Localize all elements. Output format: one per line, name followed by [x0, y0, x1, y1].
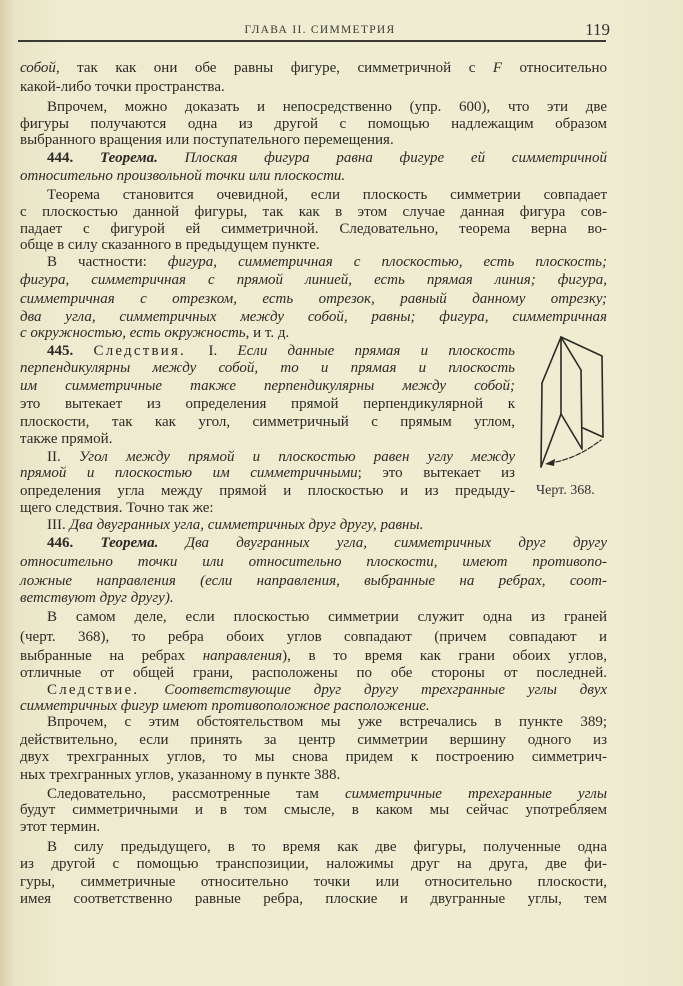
- text-run: плоскости, так как угол, симметричный с прямым углом,: [20, 414, 515, 430]
- text-line: [20, 430, 515, 448]
- text-run: фигуры получаются одна из другой с помощью надлежащим образом: [20, 116, 607, 132]
- text-run: относительно: [502, 60, 607, 76]
- text-run: относительно точки или относительно плоскости, имеют противопо-: [20, 554, 607, 570]
- text-run: также прямой.: [20, 431, 113, 447]
- text-run: выбранного вращения или поступательного перемещения.: [20, 132, 394, 148]
- text-run: относительно произвольной точки или плоскости.: [20, 168, 346, 184]
- text-line: [20, 253, 607, 271]
- text-line: [20, 873, 607, 891]
- text-line: [20, 78, 607, 96]
- text-run: 444.: [47, 150, 100, 166]
- text-run: ложные направления (если направления, выбранные на ребрах, соот-: [20, 573, 607, 589]
- header-rule: [18, 40, 606, 42]
- text-run: Два двугранных угла, симметричных друг другу: [185, 535, 608, 551]
- text-line: [20, 167, 607, 185]
- text-run: отличные от общей грани, расположены по обе стороны от последней.: [20, 665, 607, 681]
- text-run: действительно, если принять за центр симметрии вершину одного из: [20, 732, 607, 748]
- figure-edge: [542, 337, 561, 383]
- text-run: , так как они обе равны фигуре, симметричной с: [55, 60, 493, 76]
- text-run: прямой и плоскостью им симметричными: [20, 465, 358, 481]
- figure-edge: [583, 428, 603, 437]
- text-run: собой: [20, 60, 56, 76]
- figure-edge: [581, 370, 582, 449]
- text-run: обще в силу сказанного в предыдущем пункте.: [20, 237, 320, 253]
- text-run: это вытекает из определения прямой перпендикулярной к: [20, 396, 515, 412]
- text-run: III.: [47, 517, 70, 533]
- text-line: [20, 766, 607, 784]
- text-run: F: [492, 60, 502, 76]
- text-line: [20, 359, 515, 377]
- text-run: Угол между прямой и плоскостью равен углу между: [78, 449, 515, 465]
- text-run: II.: [47, 449, 79, 465]
- text-run: симметричные трехгранные углы: [344, 786, 607, 802]
- text-run: два угла, симметричных между собой, равны; фигура, симметричная: [20, 309, 607, 325]
- text-run: перпендикулярны между собой, то и прямая и плоскость: [20, 360, 515, 376]
- text-run: им симметричные также перпендикулярны между собой;: [20, 378, 515, 394]
- text-run: Теорема.: [99, 150, 185, 166]
- text-line: [20, 98, 607, 116]
- text-run: Соответствующие друг другу трехгранные углы двух: [164, 682, 607, 698]
- text-run: имея соответственно равные ребра, плоские и двугранные углы, тем: [20, 891, 607, 907]
- figure-edge: [561, 414, 582, 449]
- text-run: Два двугранных угла, симметричных друг другу, равны.: [69, 517, 424, 533]
- text-line: [20, 324, 607, 342]
- text-line: [20, 271, 607, 289]
- text-line: [20, 149, 607, 167]
- text-run: Впрочем, с этим обстоятельством мы уже встречались в пункте 389;: [47, 714, 607, 730]
- text-run: Следствия.: [93, 343, 209, 359]
- text-line: [20, 628, 607, 646]
- text-run: Теорема.: [100, 535, 186, 551]
- figure-caption: Черт. 368.: [536, 483, 595, 498]
- text-run: симметричных фигур имеют противоположное расположение.: [20, 698, 430, 714]
- text-line: [20, 608, 607, 626]
- text-run: с окружностью, есть окружность: [20, 325, 246, 341]
- text-line: [20, 855, 607, 873]
- text-run: ), в то время как грани обоих углов,: [282, 648, 608, 664]
- text-run: В самом деле, если плоскостью симметрии служит одна из граней: [47, 609, 607, 625]
- text-run: Следовательно, рассмотренные там: [47, 786, 345, 802]
- chapter-title: ГЛАВА II. СИММЕТРИЯ: [244, 24, 396, 36]
- text-line: [20, 647, 607, 665]
- text-line: [20, 731, 607, 749]
- text-line: [20, 890, 607, 908]
- text-run: фигура, симметричная с прямой линией, есть прямая линия; фигура,: [20, 272, 607, 288]
- text-run: с плоскостью данной фигуры, так как в этом случае данная фигура сов-: [20, 204, 607, 220]
- page-number: 119: [585, 20, 610, 39]
- text-run: гуры, симметричные относительно точки или относительно плоскости,: [20, 874, 607, 890]
- text-run: 445.: [47, 343, 94, 359]
- text-run: падает с фигурой ей симметричной. Следовательно, теорема верна во-: [20, 221, 607, 237]
- text-run: (черт. 368), то ребра обоих углов совпадают (причем совпадают и: [20, 629, 607, 645]
- text-line: [20, 572, 607, 590]
- text-run: щего следствия. Точно так же:: [20, 500, 214, 516]
- text-run: ных трехгранных углов, указанному в пункте 388.: [20, 767, 341, 783]
- text-line: [20, 131, 607, 149]
- text-line: [20, 342, 515, 360]
- text-line: [20, 59, 607, 77]
- text-line: [20, 664, 607, 682]
- text-run: Плоская фигура равна фигуре ей симметричной: [184, 150, 607, 166]
- text-run: Впрочем, можно доказать и непосредственно (упр. 600), что эти две: [47, 99, 607, 115]
- text-run: двух трехгранных углов, то мы снова придем к построению симметрич-: [20, 749, 607, 765]
- text-run: фигура, симметричная с плоскостью, есть плоскость;: [167, 254, 607, 270]
- figure-368-dihedral-angles: [530, 330, 620, 475]
- text-line: [20, 482, 515, 500]
- text-run: ; это вытекает из: [357, 465, 515, 481]
- text-run: В силу предыдущего, в то время как две фигуры, полученные одна: [47, 839, 607, 855]
- text-run: направления: [202, 648, 283, 664]
- text-run: Теорема становится очевидной, если плоскость симметрии совпадает: [47, 187, 607, 203]
- text-line: [20, 236, 607, 254]
- text-run: , и т. д.: [245, 325, 290, 341]
- text-line: [20, 203, 607, 221]
- text-run: определения угла между прямой и плоскостью и из предыду-: [20, 483, 515, 499]
- text-line: [20, 186, 607, 204]
- text-run: Следствие.: [47, 682, 165, 698]
- figure-edge: [541, 414, 561, 467]
- text-line: [20, 377, 515, 395]
- text-line: [20, 748, 607, 766]
- text-line: [20, 713, 607, 731]
- figure-edge: [602, 356, 603, 437]
- text-line: [20, 838, 607, 856]
- text-line: [20, 413, 515, 431]
- text-run: ветствуют друг другу).: [20, 590, 174, 606]
- text-run: В частности:: [47, 254, 168, 270]
- text-line: [20, 395, 515, 413]
- text-run: симметричная с отрезком, есть отрезок, равный данному отрезку;: [20, 291, 607, 307]
- text-run: Если данные прямая и плоскость: [237, 343, 515, 359]
- text-line: [20, 553, 607, 571]
- rotation-arc: [549, 440, 601, 463]
- text-line: [20, 499, 515, 517]
- text-line: [20, 818, 607, 836]
- arrowhead-icon: [545, 459, 555, 466]
- text-run: 446.: [47, 535, 101, 551]
- text-line: [20, 516, 607, 534]
- text-line: [20, 801, 607, 819]
- text-run: какой-либо точки пространства.: [20, 79, 225, 95]
- text-line: [20, 464, 515, 482]
- text-run: выбранные на ребрах: [20, 648, 203, 664]
- text-run: этот термин.: [20, 819, 101, 835]
- text-line: [20, 534, 607, 552]
- text-run: будут симметричными и в том смысле, в каком мы сейчас употребляем: [20, 802, 607, 818]
- text-line: [20, 589, 607, 607]
- text-run: I.: [208, 343, 238, 359]
- text-line: [20, 290, 607, 308]
- figure-edge: [541, 383, 542, 467]
- text-run: из другой с помощью транспозиции, наложимы друг на друга, две фи-: [20, 856, 607, 872]
